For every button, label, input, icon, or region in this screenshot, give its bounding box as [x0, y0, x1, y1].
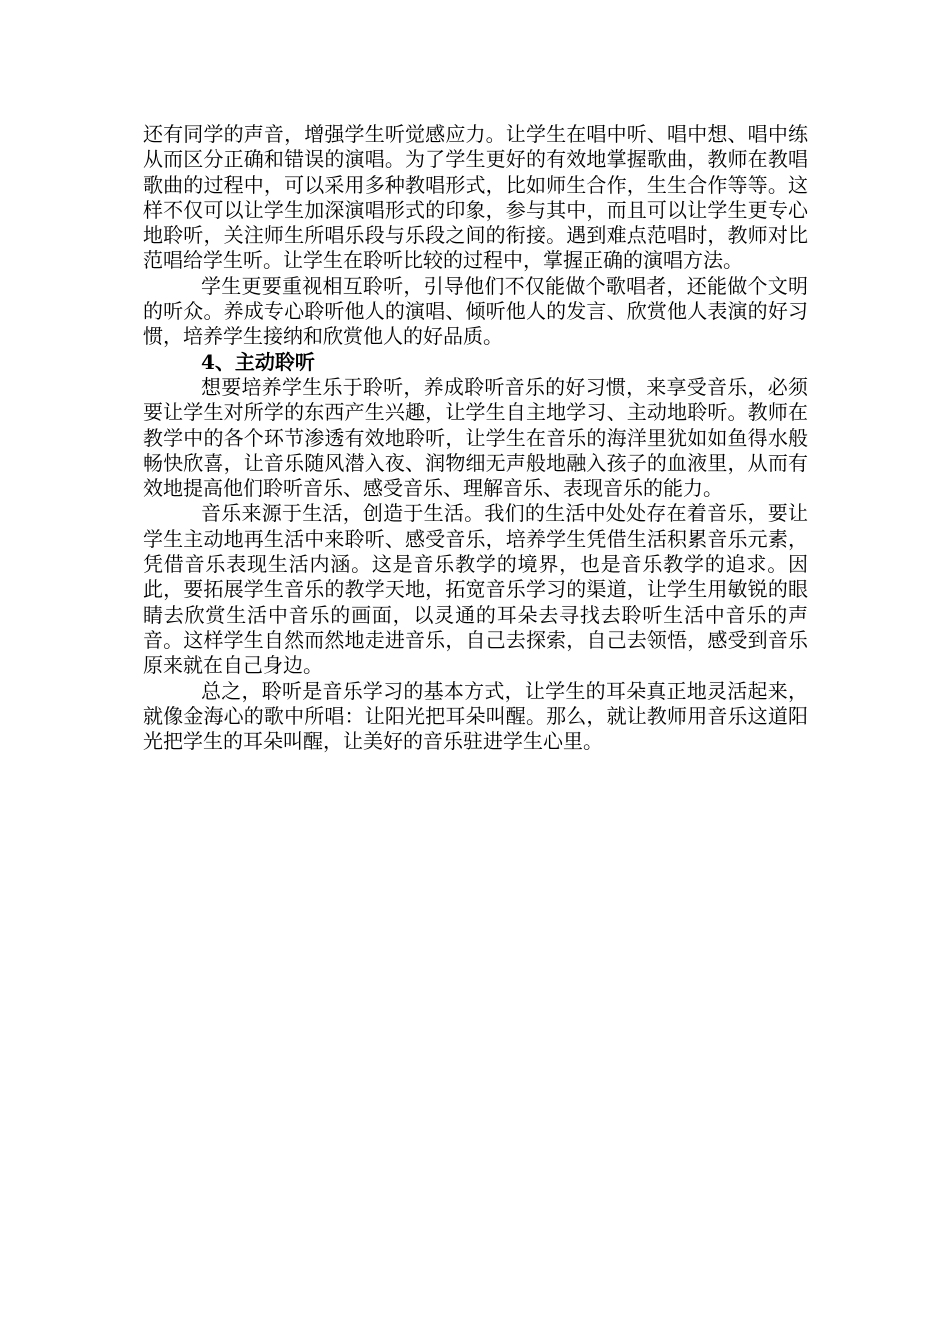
- section-heading: 4、主动聆听: [201, 349, 315, 374]
- paragraph-music-from-life: 音乐来源于生活，创造于生活。我们的生活中处处存在着音乐，要让学生主动地再生活中来聆听、感受音乐，培养学生凭借生活积累音乐元素，凭借音乐表现生活内涵。这是音乐教学的境界，也是音乐教学的追求。因此，要拓展学生音乐的教学天地，拓宽音乐学习的渠道，让学生用敏锐的眼睛去欣赏生活中音乐的画面，以灵通的耳朵去寻找去聆听生活中音乐的声音。这样学生自然而然地走进音乐，自己去探索，自己去领悟，感受到音乐原来就在自己身边。: [143, 501, 808, 678]
- paragraph-active-listening: 想要培养学生乐于聆听，养成聆听音乐的好习惯，来享受音乐，必须要让学生对所学的东西产生兴趣，让学生自主地学习、主动地聆听。教师在教学中的各个环节渗透有效地聆听，让学生在音乐的海洋里犹如如鱼得水般畅快欣喜，让音乐随风潜入夜、润物细无声般地融入孩子的血液里，从而有效地提高他们聆听音乐、感受音乐、理解音乐、表现音乐的能力。: [143, 374, 808, 501]
- document-page: [143, 122, 808, 754]
- paragraph-mutual-listening: 学生更要重视相互聆听，引导他们不仅能做个歌唱者，还能做个文明的听众。养成专心聆听他人的演唱、倾听他人的发言、欣赏他人表演的好习惯，培养学生接纳和欣赏他人的好品质。: [143, 273, 808, 349]
- paragraph-conclusion: 总之，聆听是音乐学习的基本方式，让学生的耳朵真正地灵活起来，就像金海心的歌中所唱：让阳光把耳朵叫醒。那么，就让教师用音乐这道阳光把学生的耳朵叫醒，让美好的音乐驻进学生心里。: [143, 678, 808, 754]
- paragraph-continued: 还有同学的声音，增强学生听觉感应力。让学生在唱中听、唱中想、唱中练从而区分正确和错误的演唱。为了学生更好的有效地掌握歌曲，教师在教唱歌曲的过程中，可以采用多种教唱形式，比如师生合作，生生合作等等。这样不仅可以让学生加深演唱形式的印象，参与其中，而且可以让学生更专心地聆听，关注师生所唱乐段与乐段之间的衔接。遇到难点范唱时，教师对比范唱给学生听。让学生在聆听比较的过程中，掌握正确的演唱方法。: [143, 122, 808, 273]
